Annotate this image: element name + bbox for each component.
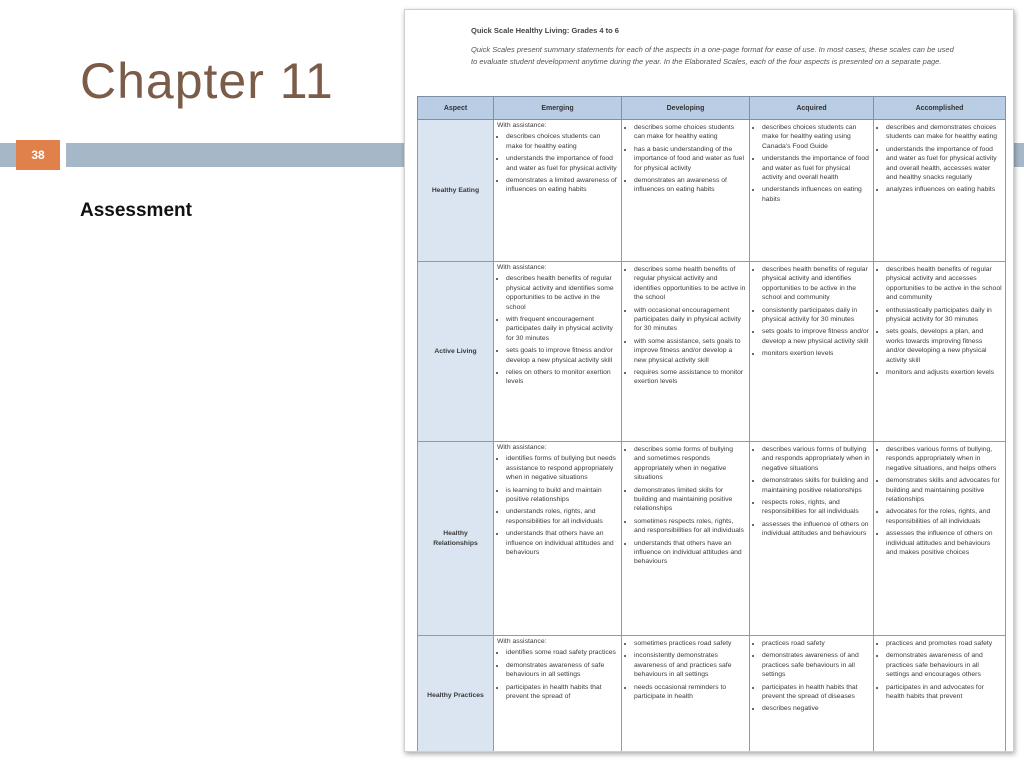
bullet-list — [753, 639, 870, 714]
bullet-list — [625, 123, 746, 195]
bullet-list — [625, 639, 746, 701]
list-item: • identifies some road safety practices — [506, 648, 618, 657]
header-aspect: Aspect — [418, 97, 494, 120]
list-item: • describes some health benefits of regular physical activity and identifies opportunities to be active in the school — [634, 265, 746, 303]
list-item: • describes and demonstrates choices students can make for healthy eating — [886, 123, 1002, 142]
cell-heading: With assistance: — [497, 444, 547, 451]
list-item: • describes negative — [762, 704, 870, 713]
bullet-list — [497, 648, 618, 701]
list-item: • understands influences on eating habits — [762, 185, 870, 204]
rubric-cell — [622, 262, 750, 442]
list-item: • participates in health habits that prevent the spread of diseases — [762, 683, 870, 702]
list-item: • describes various forms of bullying, responds appropriately when in negative situations, and helps others — [886, 445, 1002, 473]
bullet-list — [877, 639, 1002, 701]
list-item: • describes health benefits of regular physical activity and accesses opportunities to be active in the school and community — [886, 265, 1002, 303]
bullet-list — [877, 265, 1002, 377]
header-developing: Developing — [622, 97, 750, 120]
list-item: • demonstrates awareness of and practices safe behaviours in all settings — [762, 651, 870, 679]
list-item: • inconsistently demonstrates awareness of and practices safe behaviours in all settings — [634, 651, 746, 679]
rubric-cell — [874, 262, 1006, 442]
list-item: • sets goals to improve fitness and/or develop a new physical activity skill — [762, 327, 870, 346]
list-item: • demonstrates awareness of and practices safe behaviours in all settings and encourages others — [886, 651, 1002, 679]
list-item: • demonstrates a limited awareness of influences on eating habits — [506, 176, 618, 195]
list-item: • is learning to build and maintain positive relationships — [506, 486, 618, 505]
list-item: • understands roles, rights, and responsibilities for all individuals — [506, 507, 618, 526]
list-item: • practices road safety — [762, 639, 870, 648]
list-item: • describes some choices students can make for healthy eating — [634, 123, 746, 142]
list-item: • describes health benefits of regular physical activity and identifies opportunities to be active in the school and community — [762, 265, 870, 303]
bullet-list — [753, 265, 870, 359]
list-item: • describes choices students can make for healthy eating using Canada's Food Guide — [762, 123, 870, 151]
aspect-cell: Active Living — [418, 262, 494, 442]
list-item: • demonstrates skills and advocates for building and maintaining positive relationships — [886, 476, 1002, 504]
rubric-cell — [622, 636, 750, 753]
list-item: • sometimes respects roles, rights, and responsibilities for all individuals — [634, 517, 746, 536]
rubric-cell — [874, 636, 1006, 753]
list-item: • consistently participates daily in physical activity for 30 minutes — [762, 306, 870, 325]
list-item: • enthusiastically participates daily in physical activity for 30 minutes — [886, 306, 1002, 325]
list-item: • analyzes influences on eating habits — [886, 185, 1002, 194]
table-row — [418, 636, 1006, 753]
cell-heading: With assistance: — [497, 122, 547, 129]
list-item: • describes various forms of bullying and responds appropriately when in negative situations — [762, 445, 870, 473]
list-item: • understands the importance of food and water as fuel for physical activity and overall health, accesses water and healthy snacks regularly — [886, 145, 1002, 183]
rubric-cell — [494, 262, 622, 442]
bullet-list — [497, 454, 618, 557]
list-item: • participates in and advocates for health habits that prevent — [886, 683, 1002, 702]
table-row — [418, 442, 1006, 636]
table-header-row — [418, 97, 1006, 120]
bullet-list — [877, 123, 1002, 195]
list-item: • relies on others to monitor exertion levels — [506, 368, 618, 387]
header-acquired: Acquired — [750, 97, 874, 120]
slide-title: Chapter 11 — [80, 53, 334, 109]
cell-heading: With assistance: — [497, 638, 547, 645]
rubric-cell — [494, 120, 622, 262]
bullet-list — [753, 445, 870, 539]
list-item: • demonstrates an awareness of influences on eating habits — [634, 176, 746, 195]
rubric-cell — [750, 442, 874, 636]
list-item: • sometimes practices road safety — [634, 639, 746, 648]
bullet-list — [625, 445, 746, 567]
document-intro: Quick Scales present summary statements for each of the aspects in a one-page format for ease of use. In most cases, these scales can be used to evaluate student development anytime during the year. In the Elaborated Scales, each of the four aspects is presented on a separate page. — [471, 45, 954, 66]
list-item: • understands the importance of food and water as fuel for physical activity — [506, 154, 618, 173]
document-title: Quick Scale Healthy Living: Grades 4 to 6 — [471, 26, 619, 35]
list-item: • identifies forms of bullying but needs assistance to respond appropriately when in negative situations — [506, 454, 618, 482]
rubric-table — [417, 96, 1006, 752]
header-emerging: Emerging — [494, 97, 622, 120]
table-row — [418, 120, 1006, 262]
list-item: • assesses the influence of others on individual attitudes and behaviours and makes positive choices — [886, 529, 1002, 557]
list-item: • with frequent encouragement participates daily in physical activity for 30 minutes — [506, 315, 618, 343]
list-item: • sets goals to improve fitness and/or develop a new physical activity skill — [506, 346, 618, 365]
document-scan — [404, 9, 1014, 752]
list-item: • needs occasional reminders to participate in health — [634, 683, 746, 702]
list-item: • describes choices students can make for healthy eating — [506, 132, 618, 151]
aspect-cell: Healthy Relationships — [418, 442, 494, 636]
list-item: • demonstrates limited skills for building and maintaining positive relationships — [634, 486, 746, 514]
list-item: • participates in health habits that prevent the spread of — [506, 683, 618, 702]
list-item: • understands the importance of food and water as fuel for physical activity and overall health — [762, 154, 870, 182]
list-item: • demonstrates awareness of safe behaviours in all settings — [506, 661, 618, 680]
list-item: • describes health benefits of regular physical activity and identifies some opportunities to be active in the school — [506, 274, 618, 312]
list-item: • requires some assistance to monitor exertion levels — [634, 368, 746, 387]
aspect-cell: Healthy Practices — [418, 636, 494, 753]
accent-bar — [66, 143, 404, 167]
list-item: • describes some forms of bullying and sometimes responds appropriately when in negative situations — [634, 445, 746, 483]
rubric-cell — [622, 120, 750, 262]
rubric-cell — [750, 120, 874, 262]
list-item: • respects roles, rights, and responsibilities for all individuals — [762, 498, 870, 517]
list-item: • assesses the influence of others on individual attitudes and behaviours — [762, 520, 870, 539]
list-item: • practices and promotes road safety — [886, 639, 1002, 648]
rubric-cell — [494, 636, 622, 753]
list-item: • demonstrates skills for building and maintaining positive relationships — [762, 476, 870, 495]
bullet-list — [877, 445, 1002, 557]
accent-bar-left — [0, 143, 16, 167]
list-item: • monitors exertion levels — [762, 349, 870, 358]
bullet-list — [497, 274, 618, 386]
rubric-cell — [750, 262, 874, 442]
list-item: • with some assistance, sets goals to improve fitness and/or develop a new physical activity skill — [634, 337, 746, 365]
aspect-cell: Healthy Eating — [418, 120, 494, 262]
list-item: • monitors and adjusts exertion levels — [886, 368, 1002, 377]
rubric-cell — [494, 442, 622, 636]
slide-number: 38 — [16, 140, 60, 170]
cell-heading: With assistance: — [497, 264, 547, 271]
bullet-list — [753, 123, 870, 204]
header-accomplished: Accomplished — [874, 97, 1006, 120]
rubric-cell — [750, 636, 874, 753]
rubric-cell — [874, 442, 1006, 636]
list-item: • understands that others have an influence on individual attitudes and behaviours — [506, 529, 618, 557]
list-item: • has a basic understanding of the importance of food and water as fuel for physical activity — [634, 145, 746, 173]
list-item: • understands that others have an influence on individual attitudes and behaviours — [634, 539, 746, 567]
bullet-list — [625, 265, 746, 387]
rubric-cell — [874, 120, 1006, 262]
slide-subtitle: Assessment — [80, 200, 192, 221]
list-item: • with occasional encouragement participates daily in physical activity for 30 minutes — [634, 306, 746, 334]
bullet-list — [497, 132, 618, 194]
table-row — [418, 262, 1006, 442]
list-item: • advocates for the roles, rights, and responsibilities of all individuals — [886, 507, 1002, 526]
rubric-cell — [622, 442, 750, 636]
list-item: • sets goals, develops a plan, and works towards improving fitness and/or developing a new physical activity skill — [886, 327, 1002, 365]
